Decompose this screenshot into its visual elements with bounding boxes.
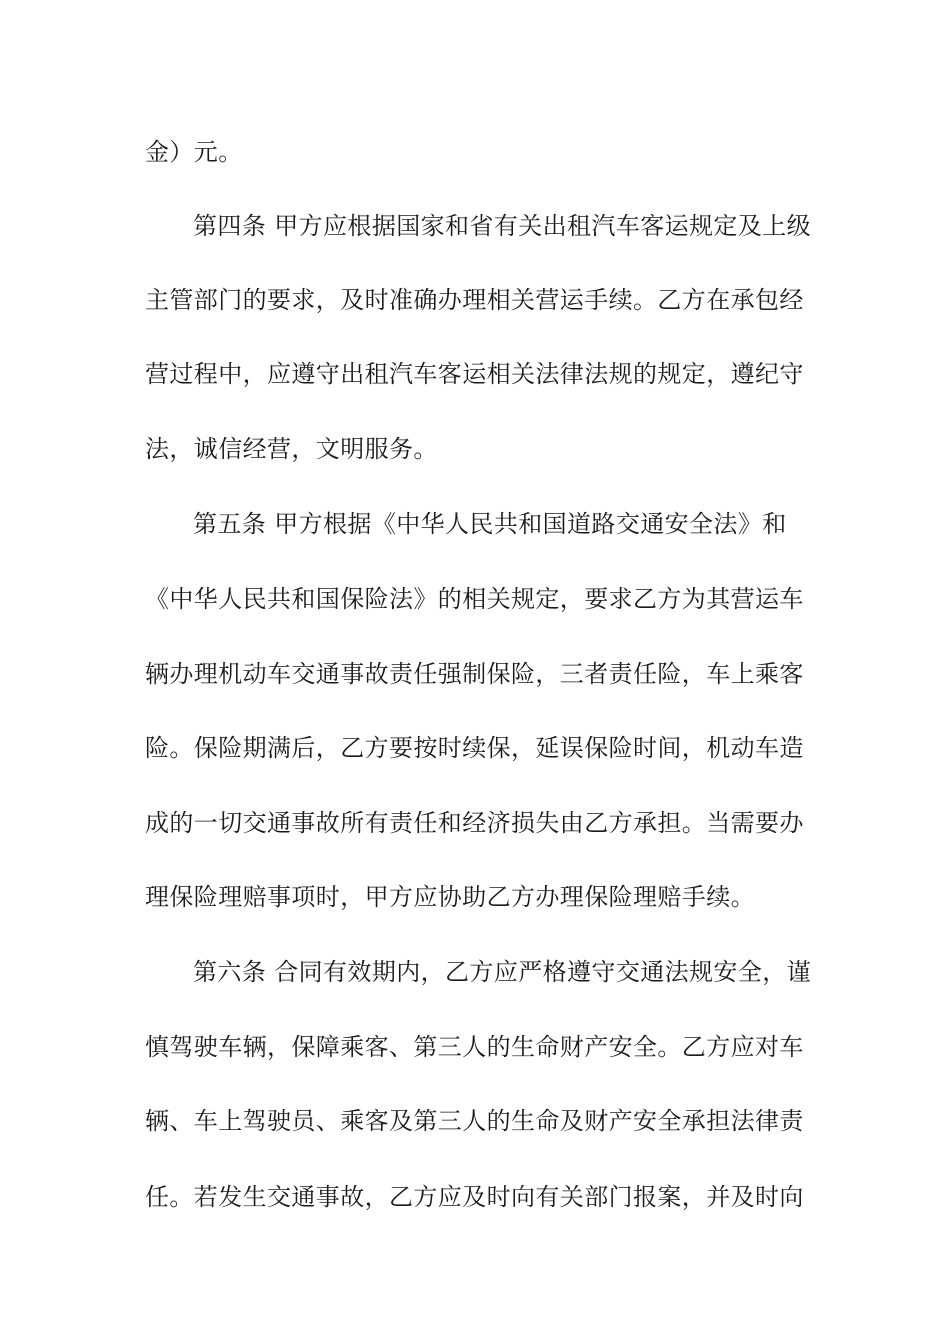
text-line-3: 主管部门的要求，及时准确办理相关营运手续。乙方在承包经 <box>145 286 804 314</box>
article-6-first-line: 第六条 合同有效期内，乙方应严格遵守交通法规安全，谨 <box>193 958 812 986</box>
text-line-7: 《中华人民共和国保险法》的相关规定，要求乙方为其营运车 <box>145 585 804 613</box>
text-line-4: 营过程中，应遵守出租汽车客运相关法律法规的规定，遵纪守 <box>145 360 804 388</box>
article-5-first-line: 第五条 甲方根据《中华人民共和国道路交通安全法》和 <box>193 510 787 538</box>
text-line-15: 任。若发生交通事故，乙方应及时向有关部门报案，并及时向 <box>145 1183 804 1211</box>
text-line-9: 险。保险期满后，乙方要按时续保，延误保险时间，机动车造 <box>145 734 804 762</box>
text-line-1: 金）元。 <box>145 138 243 166</box>
text-line-10: 成的一切交通事故所有责任和经济损失由乙方承担。当需要办 <box>145 809 804 837</box>
text-line-13: 慎驾驶车辆，保障乘客、第三人的生命财产安全。乙方应对车 <box>145 1033 804 1061</box>
text-line-5: 法，诚信经营，文明服务。 <box>145 435 438 463</box>
article-4-first-line: 第四条 甲方应根据国家和省有关出租汽车客运规定及上级 <box>193 212 812 240</box>
text-line-14: 辆、车上驾驶员、乘客及第三人的生命及财产安全承担法律责 <box>145 1107 804 1135</box>
text-line-8: 辆办理机动车交通事故责任强制保险，三者责任险，车上乘客 <box>145 660 804 688</box>
text-line-11: 理保险理赔事项时，甲方应协助乙方办理保险理赔手续。 <box>145 883 755 911</box>
